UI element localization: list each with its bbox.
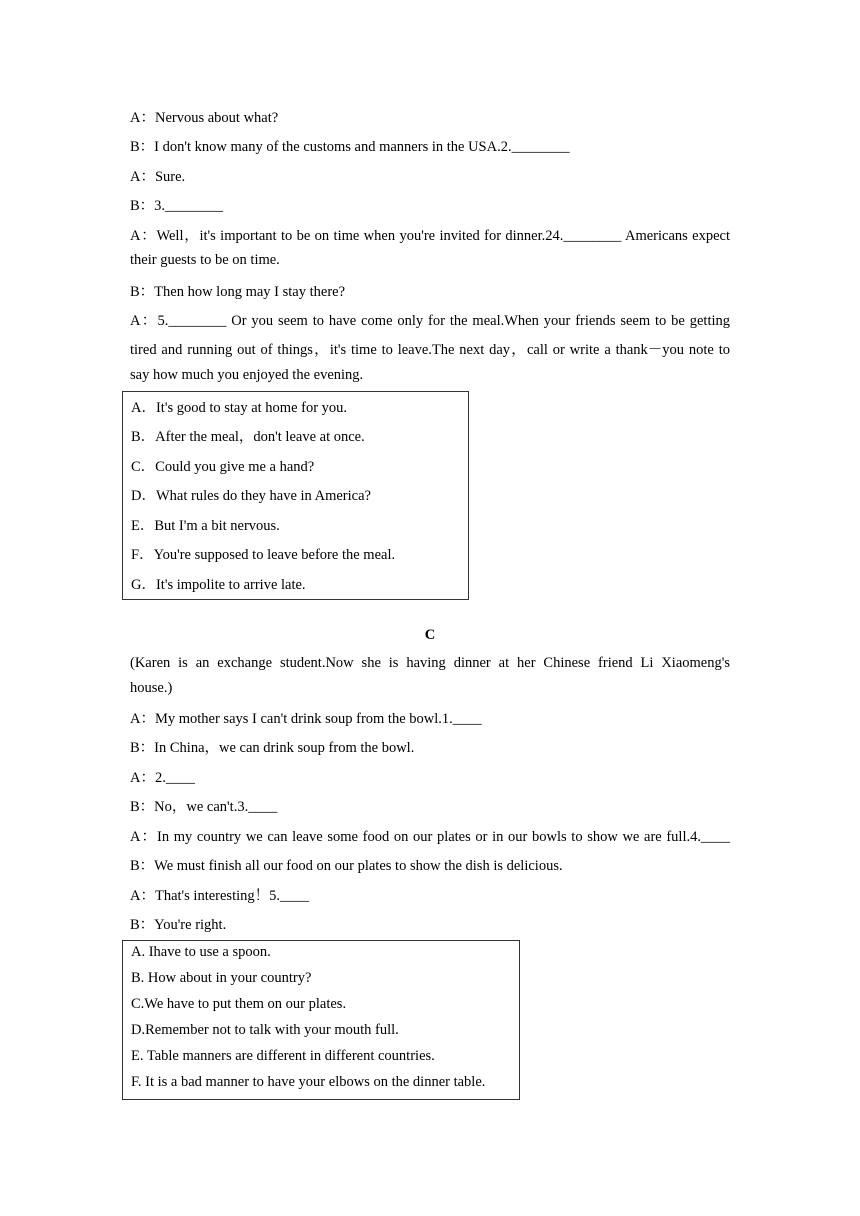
option-item: C．Could you give me a hand? [131,459,315,475]
options-box-b [122,391,469,600]
option-item: A．It's good to stay at home for you. [131,400,348,416]
dialogue-line: A：That's interesting！5.____ [130,888,310,904]
intro-line: (Karen is an exchange student.Now she is having dinner at her Chinese friend Li Xiaomeng's [130,655,730,671]
dialogue-line: A：Sure. [130,169,186,185]
dialogue-line: A：5.________ Or you seem to have come only for the meal.When your friends seem to be getting [130,313,730,329]
dialogue-line: B：3.________ [130,198,224,214]
option-item: E．But I'm a bit nervous. [131,518,280,534]
option-item: E. Table manners are different in different countries. [131,1048,435,1064]
option-item: D.Remember not to talk with your mouth full. [131,1022,399,1038]
dialogue-line: their guests to be on time. [130,252,280,268]
dialogue-line: B：We must finish all our food on our plates to show the dish is delicious. [130,858,563,874]
dialogue-line: say how much you enjoyed the evening. [130,367,364,383]
dialogue-line: B：No，we can't.3.____ [130,799,278,815]
option-item: D．What rules do they have in America? [131,488,371,504]
section-heading: C [424,627,436,643]
dialogue-line: B：Then how long may I stay there? [130,284,346,300]
option-item: C.We have to put them on our plates. [131,996,347,1012]
option-item: G．It's impolite to arrive late. [131,577,306,593]
intro-line: house.) [130,680,173,696]
dialogue-line: A：2.____ [130,770,195,786]
dialogue-line: A：In my country we can leave some food on our plates or in our bowls to show we are full.4.____ [130,829,730,845]
dialogue-line: tired and running out of things，it's time to leave.The next day，call or write a thank－you note to [130,342,730,358]
options-box-c [122,940,520,1100]
dialogue-line: B：I don't know many of the customs and manners in the USA.2.________ [130,139,570,155]
dialogue-line: A：My mother says I can't drink soup from the bowl.1.____ [130,711,482,727]
dialogue-line: A：Nervous about what? [130,110,279,126]
option-item: B. How about in your country? [131,970,312,986]
option-item: B．After the meal，don't leave at once. [131,429,365,445]
option-item: A. Ihave to use a spoon. [131,944,271,960]
option-item: F．You're supposed to leave before the meal. [131,547,396,563]
dialogue-line: B：In China，we can drink soup from the bowl. [130,740,415,756]
dialogue-line: A：Well，it's important to be on time when you're invited for dinner.24.________ Americans expect [130,228,730,244]
option-item: F. It is a bad manner to have your elbows on the dinner table. [131,1074,486,1090]
dialogue-line: B：You're right. [130,917,227,933]
